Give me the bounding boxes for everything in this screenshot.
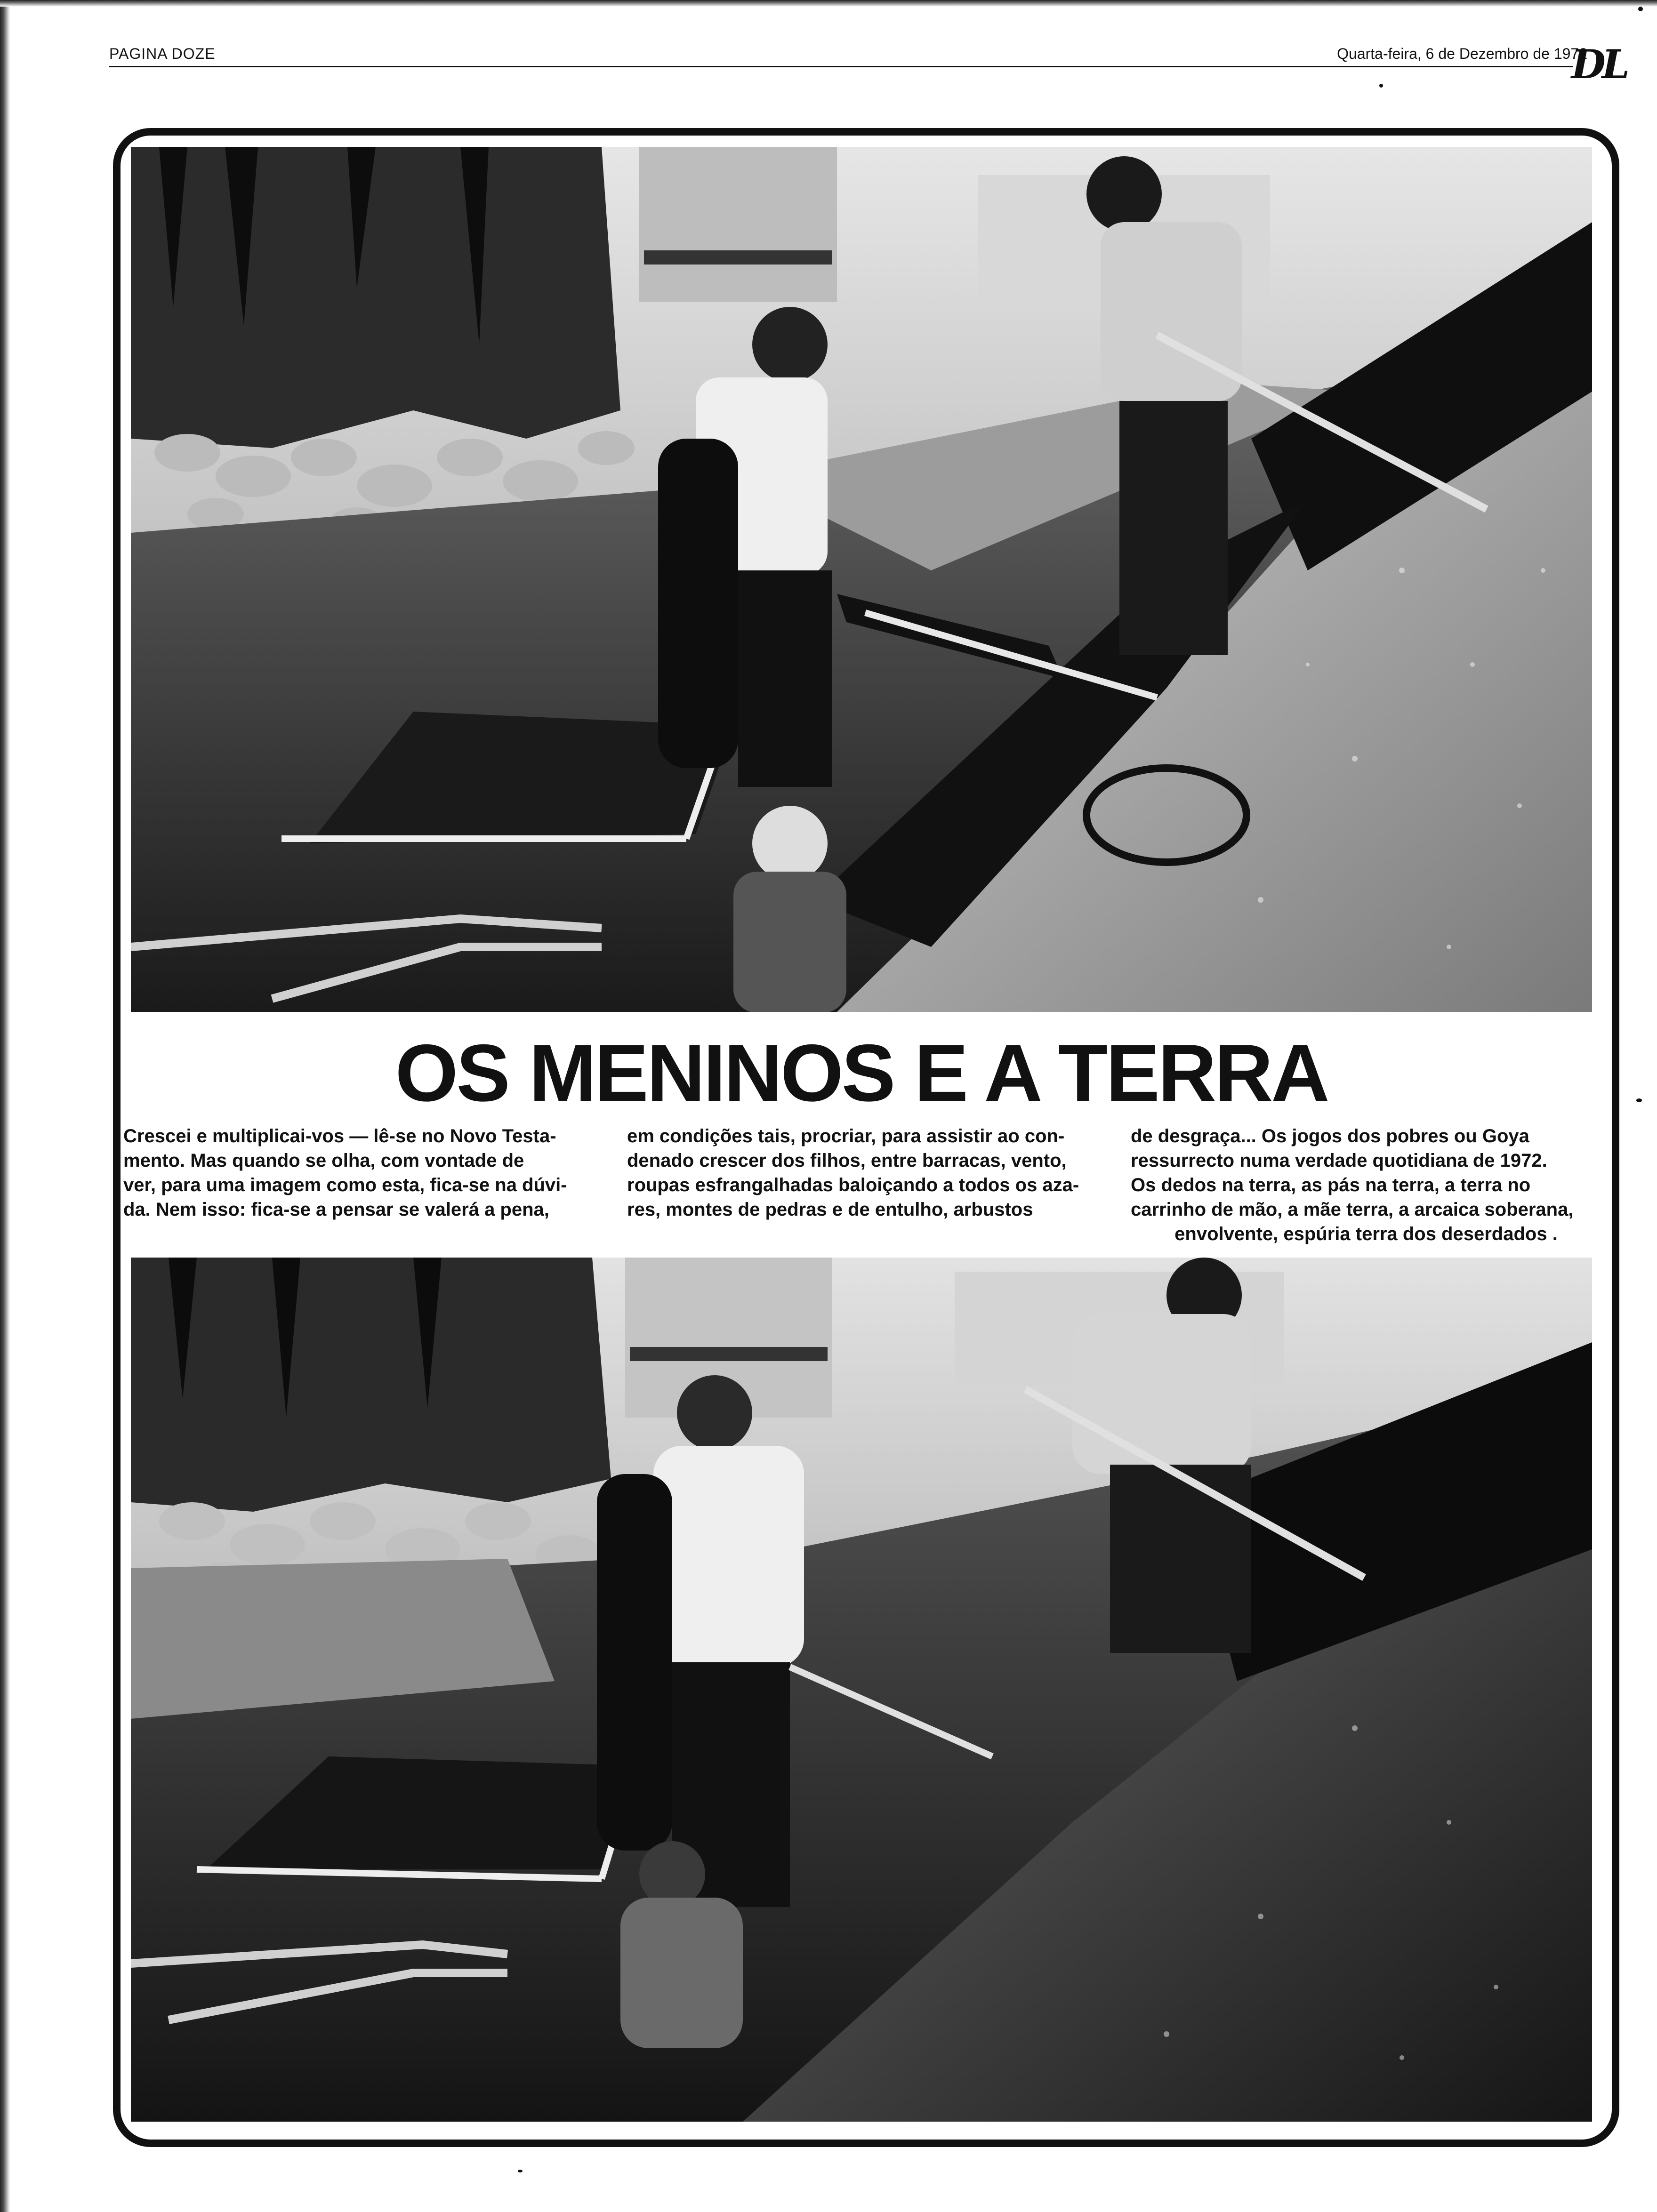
article-text-line: carrinho de mão, a mãe terra, a arcaica soberana, xyxy=(1131,1199,1574,1220)
article-text-line: res, montes de pedras e de entulho, arbustos xyxy=(627,1199,1033,1220)
article-text-line: Crescei e multiplicai-vos — lê-se no Novo Testa- xyxy=(123,1126,556,1146)
article-text-line: roupas esfrangalhadas baloiçando a todos os aza- xyxy=(627,1175,1079,1195)
photo-bottom xyxy=(131,1258,1592,2122)
article-text-line: da. Nem isso: fica-se a pensar se valerá a pena, xyxy=(123,1199,549,1220)
print-speck xyxy=(1636,1098,1642,1102)
photo-bottom-image xyxy=(131,1258,1592,2122)
article-text-line: denado crescer dos filhos, entre barracas, vento, xyxy=(627,1150,1067,1171)
page-edge-shadow xyxy=(0,0,10,2212)
page-top-edge xyxy=(0,0,1657,7)
page-section-label: PAGINA DOZE xyxy=(109,45,216,62)
page-header xyxy=(109,45,1587,72)
article-column-1 xyxy=(123,1124,594,1242)
article-text-line: mento. Mas quando se olha, com vontade de xyxy=(123,1150,524,1171)
print-speck xyxy=(518,2170,523,2172)
article-headline: OS MENINOS E A TERRA xyxy=(395,1028,1328,1118)
photo-top xyxy=(131,147,1592,1012)
article-column-3 xyxy=(1131,1124,1601,1242)
article-body xyxy=(123,1124,1601,1242)
photo-top-image xyxy=(131,147,1592,1012)
article-column-2 xyxy=(627,1124,1098,1242)
article-text-line: de desgraça... Os jogos dos pobres ou Goya xyxy=(1131,1126,1529,1146)
print-speck xyxy=(1638,7,1643,11)
header-rule xyxy=(109,66,1573,67)
print-speck xyxy=(1379,84,1383,88)
article-text-line: envolvente, espúria terra dos deserdados . xyxy=(1174,1224,1558,1244)
newspaper-logo: DL xyxy=(1571,41,1626,88)
article-text-line: ressurrecto numa verdade quotidiana de 1972. xyxy=(1131,1150,1547,1171)
issue-date: Quarta-feira, 6 de Dezembro de 1972 xyxy=(1337,45,1587,62)
article-text-line: Os dedos na terra, as pás na terra, a terra no xyxy=(1131,1175,1531,1195)
article-text-line: ver, para uma imagem como esta, fica-se na dúvi- xyxy=(123,1175,567,1195)
article-text-line: em condições tais, procriar, para assistir ao con- xyxy=(627,1126,1065,1146)
